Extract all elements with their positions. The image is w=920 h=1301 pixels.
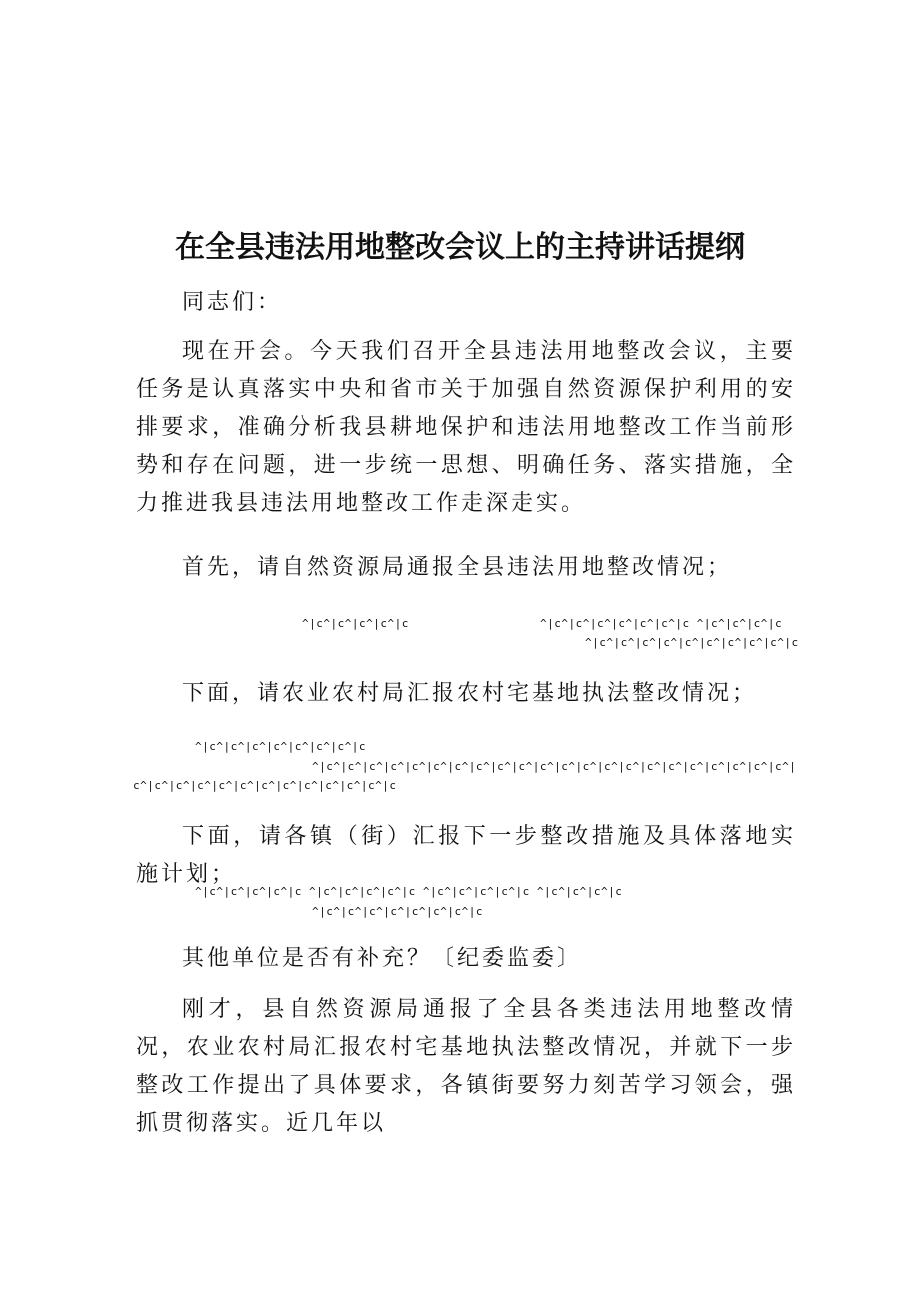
paragraph-summary: 刚才，县自然资源局通报了全县各类违法用地整改情况，农业农村局汇报农村宅基地执法整改情况，并就下一步整改工作提出了具体要求，各镇街要努力刻苦学习领会，强抓贯彻落实。近几年以 [136, 997, 796, 1136]
paragraph-second-agenda: 下面，请农业农村局汇报农村宅基地执法整改情况； [182, 681, 758, 706]
garbled-text: ^|c^|c^|c^|c^|c ^|c^|c^|c^|c^|c ^|c^|c^|c^|c^|c ^|c^|c^|c^|c [195, 885, 623, 898]
document-title: 在全县违法用地整改会议上的主持讲话提纲 [175, 230, 745, 265]
garbled-text: ^|c^|c^|c^|c^|c^|c^|c ^|c^|c^|c^|c [540, 617, 783, 630]
garbled-text: ^|c^|c^|c^|c^|c [302, 617, 409, 630]
paragraph-opening: 现在开会。今天我们召开全县违法用地整改会议，主要任务是认真落实中央和省市关于加强自然资源保护利用的安排要求，准确分析我县耕地保护和违法用地整改工作当前形势和存在问题，进一步统一思想、明确任务、落实措施，全力推进我县违法用地整改工作走深走实。 [136, 339, 796, 516]
paragraph-first-agenda: 首先，请自然资源局通报全县违法用地整改情况； [182, 555, 733, 580]
garbled-text: c^|c^|c^|c^|c^|c^|c^|c^|c^|c^|c^|c^|c [133, 779, 397, 792]
garbled-text: ^|c^|c^|c^|c^|c^|c^|c^|c^|c^|c [585, 636, 799, 649]
paragraph-other-units: 其他单位是否有补充？〔纪委监委〕 [182, 946, 583, 971]
paragraph-third-agenda: 下面，请各镇（街）汇报下一步整改措施及具体落地实施计划； [136, 824, 796, 887]
greeting: 同志们： [182, 290, 283, 315]
garbled-text: ^|c^|c^|c^|c^|c^|c^|c^|c [195, 740, 366, 753]
garbled-text: ^|c^|c^|c^|c^|c^|c^|c^|c [312, 905, 483, 918]
garbled-text: ^|c^|c^|c^|c^|c^|c^|c^|c^|c^|c^|c^|c^|c^|c^|c^|c^|c^|c^|c^|c^|c^|c^| [312, 760, 797, 773]
